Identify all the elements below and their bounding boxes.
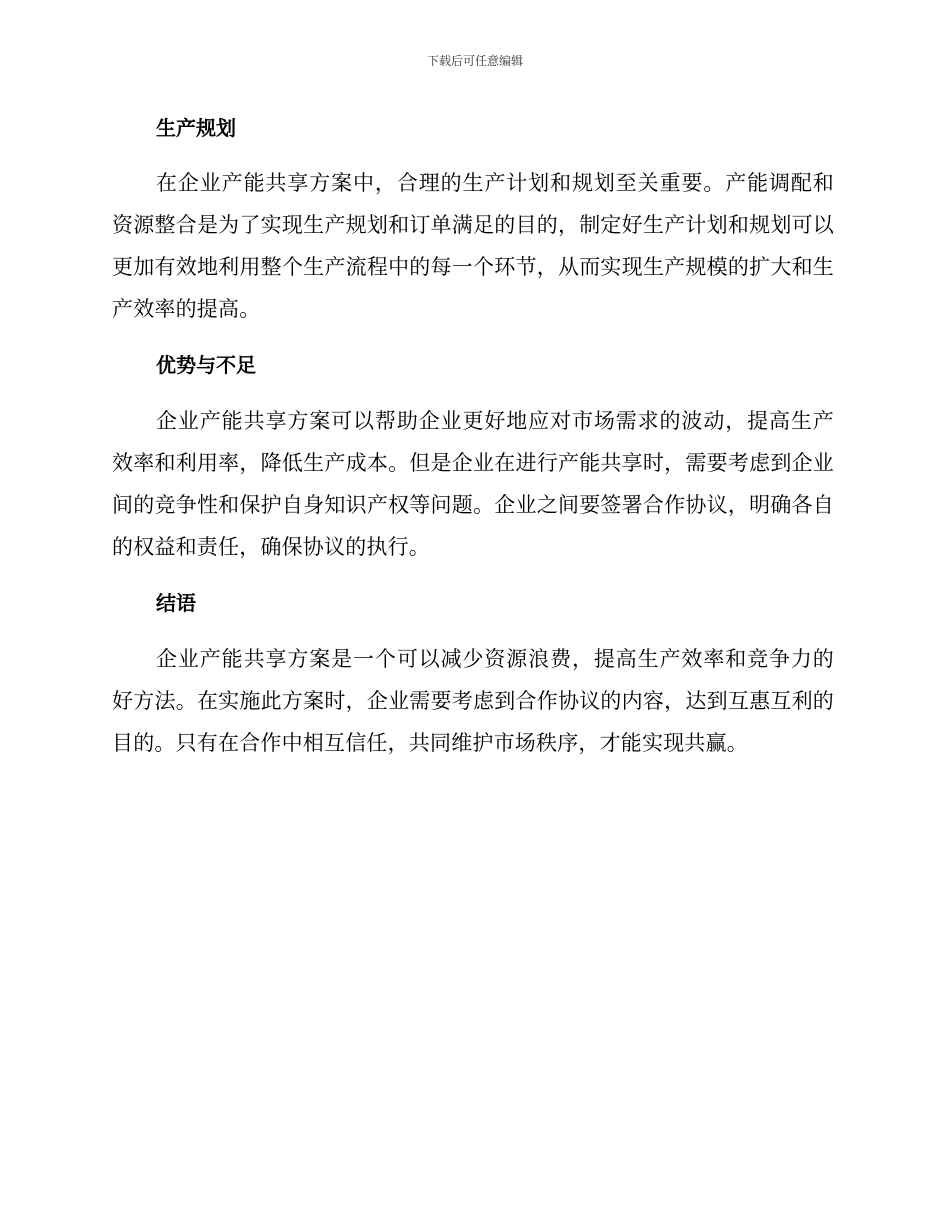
section-paragraph-conclusion: 企业产能共享方案是一个可以减少资源浪费，提高生产效率和竞争力的好方法。在实施此方案时，企业需要考虑到合作协议的内容，达到互惠互利的目的。只有在合作中相互信任，共同维护市场秩序，才能实现共赢。 bbox=[112, 647, 834, 755]
page-header: 下载后可任意编辑 bbox=[426, 54, 523, 68]
section-paragraph-production-planning: 在企业产能共享方案中，合理的生产计划和规划至关重要。产能调配和资源整合是为了实现生产规划和订单满足的目的，制定好生产计划和规划可以更加有效地利用整个生产流程中的每一个环节，从而实现生产规模的扩大和生产效率的提高。 bbox=[112, 171, 834, 321]
document-body bbox=[112, 108, 834, 764]
section-heading-conclusion: 结语 bbox=[156, 591, 196, 615]
section-paragraph-pros-cons: 企业产能共享方案可以帮助企业更好地应对市场需求的波动，提高生产效率和利用率，降低生产成本。但是企业在进行产能共享时，需要考虑到企业间的竞争性和保护自身知识产权等问题。企业之间要签署合作协议，明确各自的权益和责任，确保协议的执行。 bbox=[112, 409, 834, 559]
section-heading-pros-cons: 优势与不足 bbox=[156, 353, 256, 377]
section-heading-production-planning: 生产规划 bbox=[156, 116, 236, 140]
